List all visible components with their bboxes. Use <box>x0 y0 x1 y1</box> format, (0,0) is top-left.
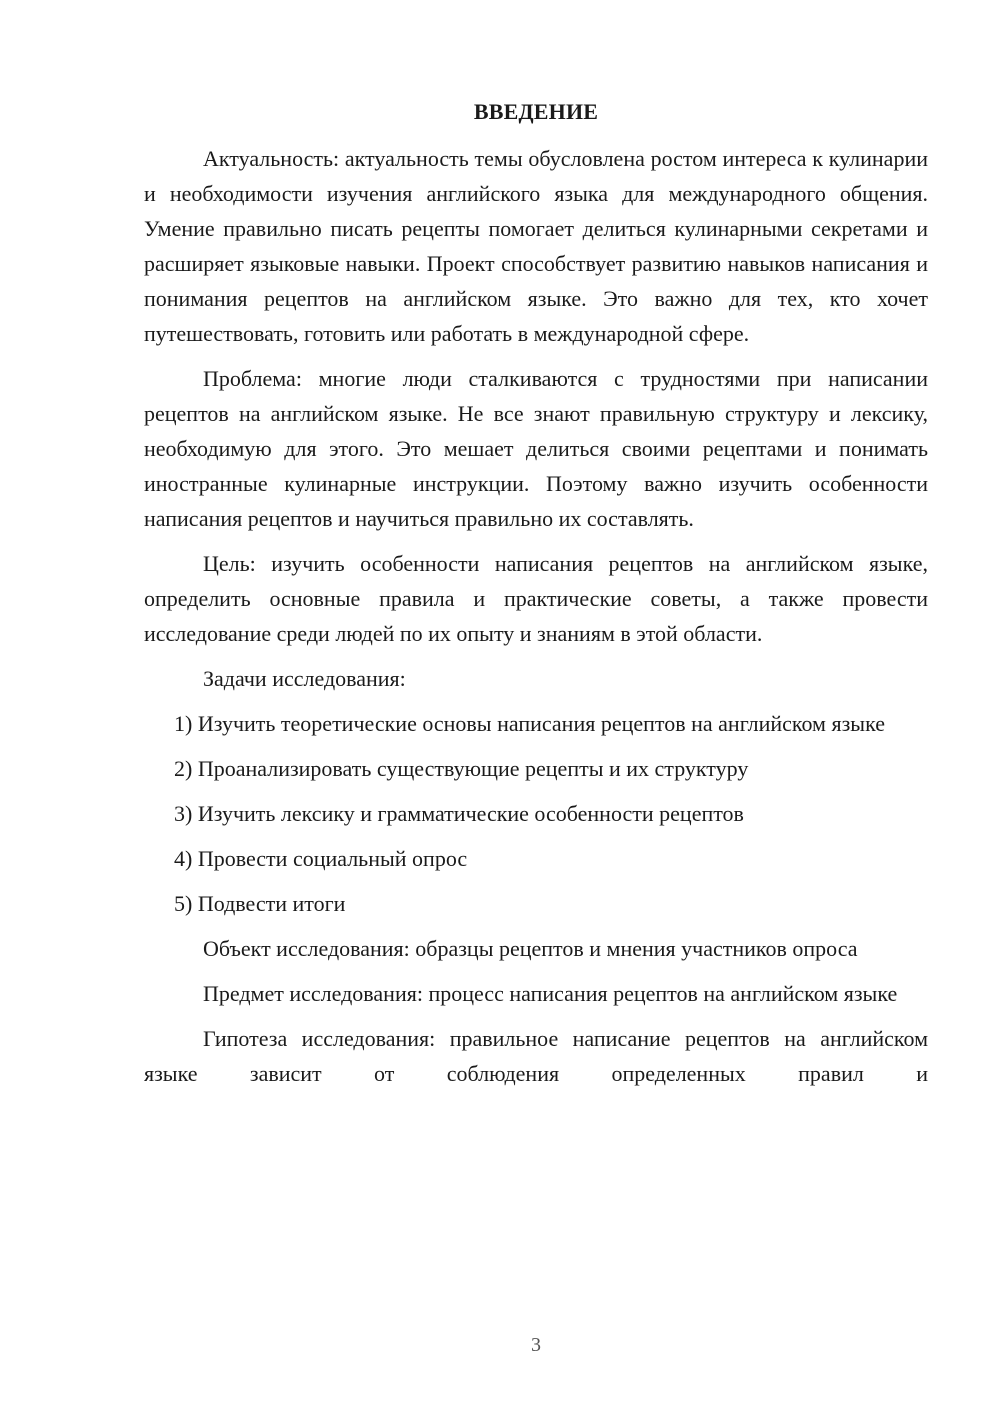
tasks-heading: Задачи исследования: <box>203 666 406 691</box>
hypothesis-paragraph: Гипотеза исследования: правильное написание рецептов на английском языке зависит от соблюдения определенных правил и <box>144 1026 928 1086</box>
task-item-5: 5) Подвести итоги <box>174 891 346 916</box>
task-item-2: 2) Проанализировать существующие рецепты и их структуру <box>174 756 749 781</box>
goal-paragraph: Цель: изучить особенности написания рецептов на английском языке, определить основные правила и практические советы, а также провести исследование среди людей по их опыту и знаниям в этой области. <box>144 551 928 646</box>
page-title: ВВЕДЕНИЕ <box>473 99 599 124</box>
page-number: 3 <box>531 1334 541 1356</box>
subject-paragraph: Предмет исследования: процесс написания рецептов на английском языке <box>203 981 898 1006</box>
task-item-1: 1) Изучить теоретические основы написания рецептов на английском языке <box>174 711 885 736</box>
relevance-paragraph: Актуальность: актуальность темы обусловлена ростом интереса к кулинарии и необходимости изучения английского языка для международного общения. Умение правильно писать рецепты помогает делиться кулинарными секретами и расширяет языковые навыки. Проект способствует развитию навыков написания и понимания рецептов на английском языке. Это важно для тех, кто хочет путешествовать, готовить или работать в международной сфере. <box>144 146 928 346</box>
task-item-4: 4) Провести социальный опрос <box>174 846 468 871</box>
object-paragraph: Объект исследования: образцы рецептов и мнения участников опроса <box>203 936 858 961</box>
task-item-3: 3) Изучить лексику и грамматические особенности рецептов <box>174 801 744 826</box>
document-body <box>144 141 928 1091</box>
problem-paragraph: Проблема: многие люди сталкиваются с трудностями при написании рецептов на английском языке. Не все знают правильную структуру и лексику, необходимую для этого. Это мешает делиться своими рецептами и понимать иностранные кулинарные инструкции. Поэтому важно изучить особенности написания рецептов и научиться правильно их составлять. <box>144 366 928 531</box>
